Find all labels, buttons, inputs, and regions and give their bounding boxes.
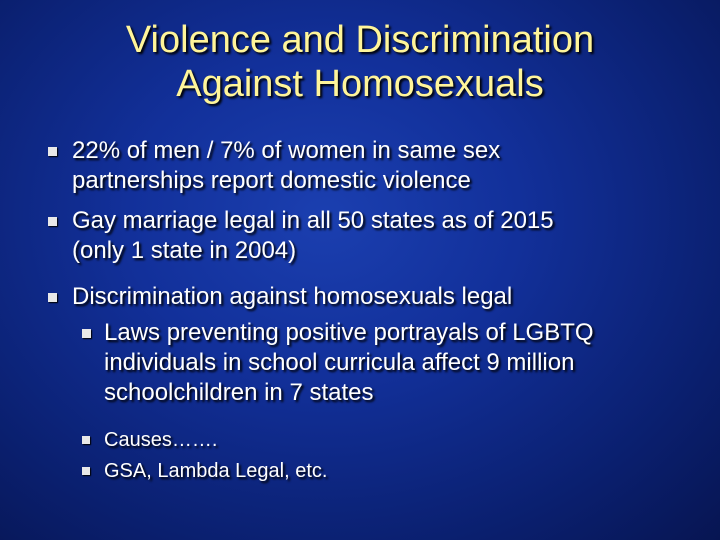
bullet-line: partnerships report domestic violence	[72, 167, 471, 194]
square-bullet-icon	[82, 329, 91, 338]
bullet-line: (only 1 state in 2004)	[72, 237, 297, 264]
bullet-line: GSA, Lambda Legal, etc.	[104, 460, 328, 482]
square-bullet-icon	[82, 436, 90, 444]
square-bullet-icon	[48, 293, 57, 302]
bullet-line: 22% of men / 7% of women in same sex	[72, 137, 501, 164]
bullet-item	[72, 136, 500, 196]
bullet-line: individuals in school curricula affect 9 million	[104, 349, 575, 376]
sub-bullet-item	[104, 318, 594, 408]
sub-sub-bullet-item	[104, 427, 217, 453]
bullet-line: Discrimination against homosexuals legal	[72, 283, 513, 310]
square-bullet-icon	[82, 467, 90, 475]
bullet-line: Causes…….	[104, 429, 218, 451]
bullet-item	[72, 282, 512, 312]
bullet-line: Gay marriage legal in all 50 states as of 2015	[72, 207, 554, 234]
bullet-line: schoolchildren in 7 states	[104, 379, 374, 406]
sub-sub-bullet-item	[104, 458, 327, 484]
bullet-line: Laws preventing positive portrayals of LGBTQ	[104, 319, 594, 346]
title-line-1: Violence and Discrimination	[125, 19, 595, 61]
square-bullet-icon	[48, 217, 57, 226]
bullet-item	[72, 206, 554, 266]
square-bullet-icon	[48, 147, 57, 156]
title-line-2: Against Homosexuals	[176, 63, 544, 105]
